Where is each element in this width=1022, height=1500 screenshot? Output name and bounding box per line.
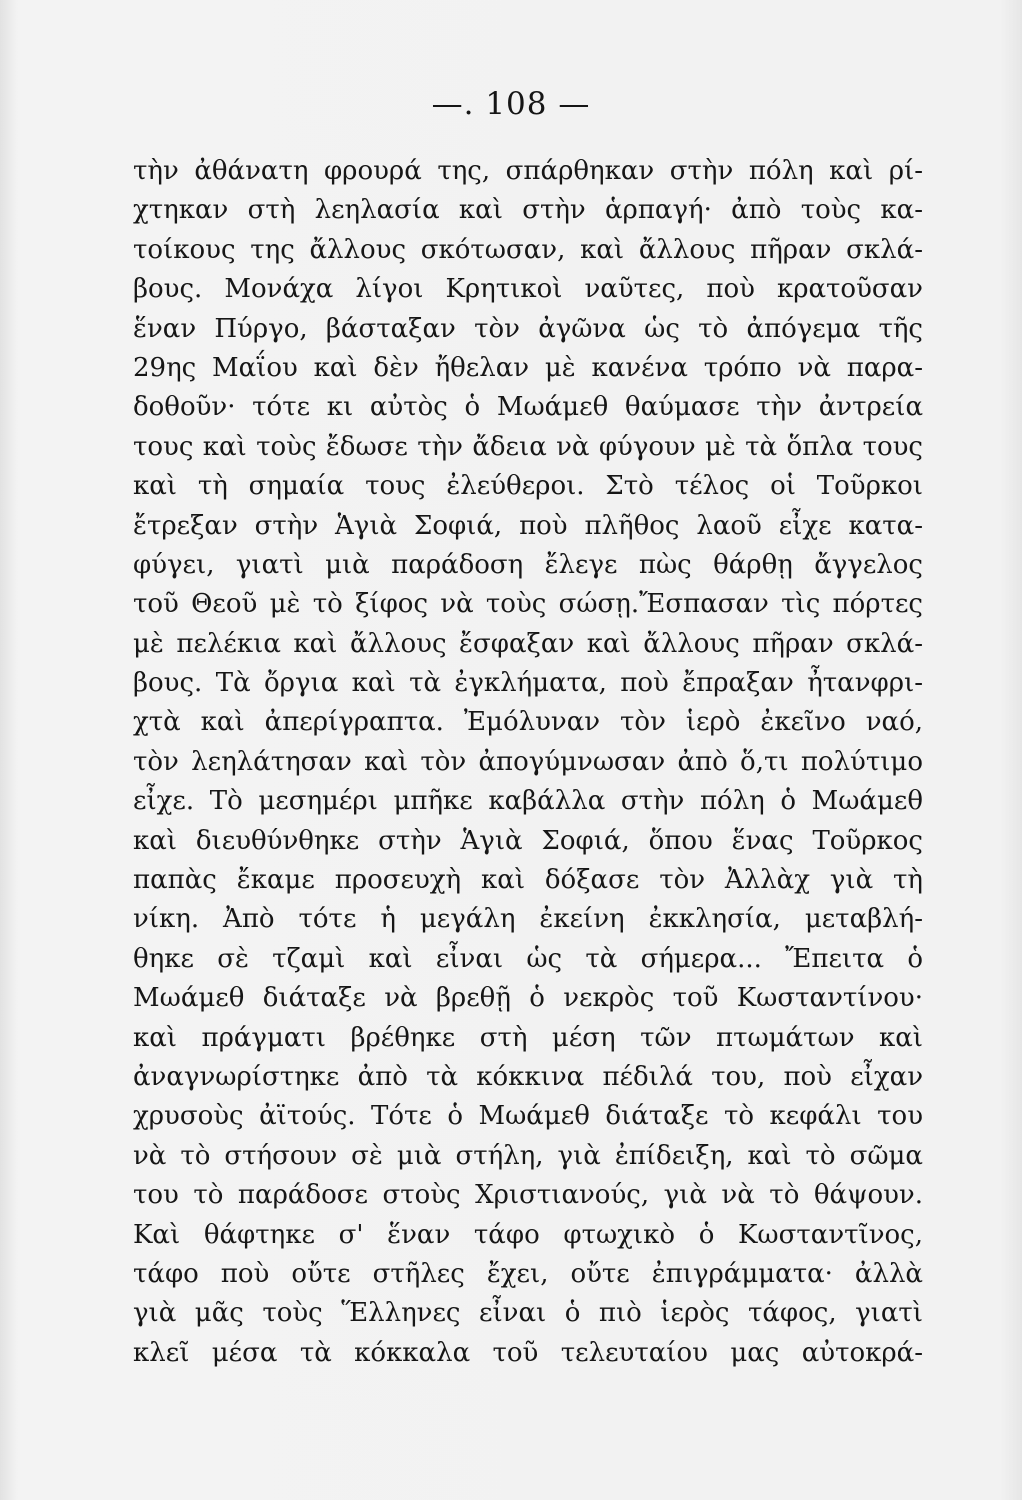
- text-line: παπὰς ἔκαμε προσευχὴ καὶ δόξασε τὸν Ἀλλὰχ γιὰ τὴ: [133, 865, 923, 896]
- text-line: τοῦ Θεοῦ μὲ τὸ ξίφος νὰ τοὺς σώσῃ.Ἔσπασαν τὶς πόρτες: [133, 589, 923, 620]
- text-line: τὸν λεηλάτησαν καὶ τὸν ἀπογύμνωσαν ἀπὸ ὅ,τι πολύτιμο: [133, 746, 923, 777]
- text-line: γιὰ μᾶς τοὺς Ἕλληνες εἶναι ὁ πιὸ ἱερὸς τάφος, γιατὶ: [133, 1298, 923, 1329]
- text-line: καὶ πράγματι βρέθηκε στὴ μέση τῶν πτωμάτων καὶ: [133, 1022, 923, 1053]
- text-line: χτηκαν στὴ λεηλασία καὶ στὴν ἁρπαγή· ἀπὸ τοὺς κα-: [133, 195, 923, 226]
- text-line: μὲ πελέκια καὶ ἄλλους ἔσφαξαν καὶ ἄλλους πῆραν σκλά-: [133, 628, 923, 659]
- text-line: ἀναγνωρίστηκε ἀπὸ τὰ κόκκινα πέδιλά του, ποὺ εἶχαν: [133, 1061, 923, 1092]
- text-line: ἕναν Πύργο, βάσταξαν τὸν ἀγῶνα ὡς τὸ ἀπόγεμα τῆς: [133, 313, 923, 344]
- text-line: φύγει, γιατὶ μιὰ παράδοση ἔλεγε πὼς θάρθῃ ἄγγελος: [133, 549, 923, 580]
- text-line: τοίκους της ἄλλους σκότωσαν, καὶ ἄλλους πῆραν σκλά-: [133, 234, 923, 265]
- text-line: νὰ τὸ στήσουν σὲ μιὰ στήλη, γιὰ ἐπίδειξη, καὶ τὸ σῶμα: [133, 1140, 923, 1171]
- text-line: χτὰ καὶ ἀπερίγραπτα. Ἐμόλυναν τὸν ἱερὸ ἐκεῖνο ναό,: [133, 707, 923, 738]
- text-line: θηκε σὲ τζαμὶ καὶ εἶναι ὡς τὰ σήμερα... Ἔπειτα ὁ: [133, 943, 923, 974]
- text-line: καὶ διευθύνθηκε στὴν Ἁγιὰ Σοφιά, ὅπου ἕνας Τοῦρκος: [133, 825, 923, 856]
- text-line: εἶχε. Τὸ μεσημέρι μπῆκε καβάλλα στὴν πόλη ὁ Μωάμεθ: [133, 786, 923, 817]
- text-line: καὶ τὴ σημαία τους ἐλεύθεροι. Στὸ τέλος οἱ Τοῦρκοι: [133, 471, 923, 502]
- text-line: 29ης Μαΐου καὶ δὲν ἤθελαν μὲ κανένα τρόπο νὰ παρα-: [133, 352, 923, 383]
- text-line: τὴν ἀθάνατη φρουρά της, σπάρθηκαν στὴν πόλη καὶ ρί-: [133, 156, 923, 186]
- text-line: του τὸ παράδοσε στοὺς Χριστιανούς, γιὰ νὰ τὸ θάψουν.: [133, 1180, 923, 1211]
- text-line: ἔτρεξαν στὴν Ἁγιὰ Σοφιά, ποὺ πλῆθος λαοῦ εἶχε κατα-: [133, 510, 923, 541]
- page-number: —. 108 —: [431, 86, 591, 122]
- text-line: βους. Τὰ ὄργια καὶ τὰ ἐγκλήματα, ποὺ ἔπραξαν ἦτανφρι-: [133, 668, 923, 699]
- text-line: τους καὶ τοὺς ἔδωσε τὴν ἄδεια νὰ φύγουν μὲ τὰ ὅπλα τους: [133, 431, 923, 462]
- text-line: βους. Μονάχα λίγοι Κρητικοὶ ναῦτες, ποὺ κρατοῦσαν: [133, 274, 923, 305]
- text-line: κλεῖ μέσα τὰ κόκκαλα τοῦ τελευταίου μας αὐτοκρά-: [133, 1337, 923, 1368]
- text-line: χρυσοὺς ἀϊτούς. Τότε ὁ Μωάμεθ διάταξε τὸ κεφάλι του: [133, 1101, 923, 1132]
- text-line: τάφο ποὺ οὔτε στῆλες ἔχει, οὔτε ἐπιγράμματα· ἀλλὰ: [133, 1258, 923, 1289]
- text-line: Καὶ θάφτηκε σ' ἕναν τάφο φτωχικὸ ὁ Κωσταντῖνος,: [133, 1219, 923, 1250]
- text-line: δοθοῦν· τότε κι αὐτὸς ὁ Μωάμεθ θαύμασε τὴν ἀντρεία: [133, 392, 923, 423]
- text-line: νίκη. Ἀπὸ τότε ἡ μεγάλη ἐκείνη ἐκκλησία, μεταβλή-: [133, 904, 923, 935]
- text-line: Μωάμεθ διάταξε νὰ βρεθῇ ὁ νεκρὸς τοῦ Κωσταντίνου·: [133, 983, 923, 1014]
- body-text: [133, 152, 923, 1373]
